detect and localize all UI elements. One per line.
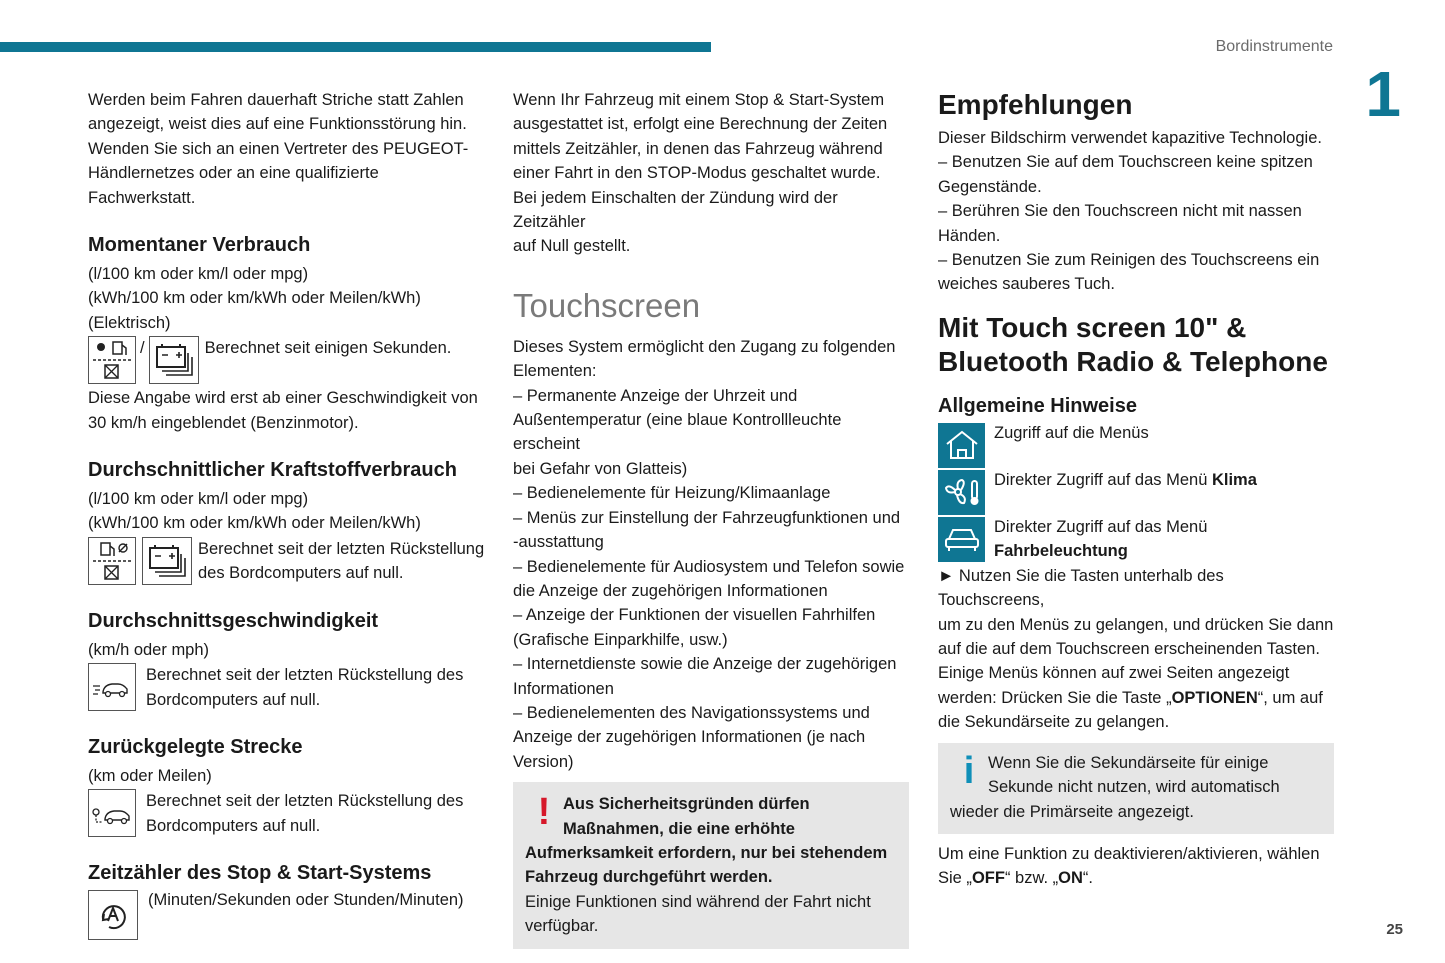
menu-row-fahrbeleuchtung: Direkter Zugriff auf das Menü Fahrbeleuchtung: [938, 517, 1334, 564]
heading-zeitzaehler: Zeitzähler des Stop & Start-Systems: [88, 862, 432, 885]
chapter-number: 1: [1365, 58, 1401, 130]
units-durchschnitt: (l/100 km oder km/l oder mpg) (kWh/100 km oder km/kWh oder Meilen/kWh): [88, 490, 421, 533]
battery-consumption-icon: [149, 336, 199, 384]
info-box: i Wenn Sie die Sekundärseite für einige Sekunde nicht nutzen, wird automatisch wieder die Primärseite angezeigt.: [938, 743, 1334, 834]
icon-row-momentan: / Berechnet seit einigen Sekunden.: [88, 336, 488, 384]
heading-zurueckgelegte-strecke: Zurückgelegte Strecke: [88, 735, 303, 758]
distance-travelled-icon: [88, 789, 136, 837]
stop-start-timer-icon: [88, 890, 138, 940]
note-momentan: Diese Angabe wird erst ab einer Geschwindigkeit von 30 km/h eingeblendet (Benzinmotor).: [88, 389, 478, 432]
section-title: Bordinstrumente: [1215, 38, 1333, 55]
icon-row-geschw: Berechnet seit der letzten Rückstellung des Bordcomputers auf null.: [88, 663, 488, 712]
climate-fan-icon: [938, 470, 985, 517]
column-left: [88, 88, 488, 940]
safety-warning-box: ! Aus Sicherheitsgründen dürfen Maßnahmen, die eine erhöhte Aufmerksamkeit erfordern, nur bei stehendem Fahrzeug durchgeführt werden. Einige Funktionen sind während der Fahrt nicht verfügbar.: [513, 782, 909, 948]
final-paragraph: Um eine Funktion zu deaktivieren/aktivieren, wählen Sie „OFF“ bzw. „ON“.: [938, 844, 1320, 888]
touchscreen-list: Dieses System ermöglicht den Zugang zu folgenden Elementen: – Permanente Anzeige der Uhrzeit und Außentemperatur (eine blaue Kontrollleuchte erscheint bei Gefahr von Glatteis) – Bedienelemente für Heizung/Klimaanlage – Menüs zur Einstellung der Fahrzeugfunktionen und -ausstattung – Bedienelemente für Audiosystem und Telefon sowie die Anzeige der zugehörigen Informationen – Anzeige der Funktionen der visuellen Fahrhilfen (Grafische Einparkhilfe, usw.) – Internetdienste sowie die Anzeige der zugehörigen Informationen – Bedienelementen des Navigationssystems und Anzeige der zugehörigen Informationen (je nach Version): [513, 337, 905, 771]
empfehlungen-list: Dieser Bildschirm verwendet kapazitive Technologie. – Benutzen Sie auf dem Touchscreen keine spitzen Gegenstände. – Berühren Sie den Touchscreen nicht mit nassen Händen. – Benutzen Sie zum Reinigen des Touchscreens ein weiches sauberes Tuch.: [938, 129, 1322, 294]
column-right: [938, 88, 1334, 891]
average-battery-icon: [142, 537, 192, 585]
icon-row-durchschnitt: Berechnet seit der letzten Rückstellung des Bordcomputers auf null.: [88, 537, 488, 586]
icon-row-zeitzaehler: (Minuten/Sekunden oder Stunden/Minuten): [88, 890, 488, 940]
average-speed-icon: [88, 663, 136, 711]
stop-start-paragraph: Wenn Ihr Fahrzeug mit einem Stop & Start-System ausgestattet ist, erfolgt eine Berechnung der Zeiten mittels Zeitzähler, in denen das Fahrzeug während einer Fahrt in den STOP-Modus geschaltet wurde. Bei jedem Einschalten der Zündung wird der Zeitzähler auf Null gestellt.: [513, 91, 888, 256]
heading-momentaner-verbrauch: Momentaner Verbrauch: [88, 234, 311, 257]
heading-durchschnittlicher-verbrauch: Durchschnittlicher Kraftstoffverbrauch: [88, 459, 457, 482]
header-accent-bar: [0, 42, 711, 52]
warning-exclamation-icon: !: [537, 791, 551, 834]
heading-durchschnittsgeschwindigkeit: Durchschnittsgeschwindigkeit: [88, 609, 379, 632]
units-momentan: (l/100 km oder km/l oder mpg) (kWh/100 km oder km/kWh oder Meilen/kWh) (Elektrisch): [88, 265, 421, 332]
heading-empfehlungen: Empfehlungen: [938, 89, 1133, 120]
heading-touchscreen-10: Mit Touch screen 10" & Bluetooth Radio & Telephone: [938, 311, 1328, 377]
units-geschw: (km/h oder mph): [88, 640, 210, 659]
menu-row-home: Zugriff auf die Menüs: [938, 423, 1334, 470]
intro-paragraph: Werden beim Fahren dauerhaft Striche statt Zahlen angezeigt, weist dies auf eine Funktionsstörung hin. Wenden Sie sich an einen Vertreter des PEUGEOT- Händlernetzes oder an eine qualifizierte Fachwerkstatt.: [88, 91, 469, 207]
page-number: 25: [1386, 921, 1403, 938]
column-middle: [513, 88, 909, 949]
heading-allgemeine-hinweise: Allgemeine Hinweise: [938, 394, 1137, 417]
info-icon: i: [963, 749, 975, 792]
heading-touchscreen: Touchscreen: [513, 286, 701, 324]
icon-row-strecke: Berechnet seit der letzten Rückstellung des Bordcomputers auf null.: [88, 789, 488, 838]
average-fuel-icon: [88, 537, 136, 585]
instruction-paragraph: ► Nutzen Sie die Tasten unterhalb des Touchscreens, um zu den Menüs zu gelangen, und drücken Sie dann auf die auf dem Touchscreen erscheinenden Tasten. Einige Menüs können auf zwei Seiten angezeigt werden: Drücken Sie die Taste „OPTIONEN“, um auf die Sekundärseite zu gelangen.: [938, 566, 1334, 732]
fuel-consumption-icon: [88, 336, 136, 384]
car-lights-icon: [938, 517, 985, 564]
menu-row-klima: Direkter Zugriff auf das Menü Klima: [938, 470, 1334, 517]
home-icon: [938, 423, 985, 470]
units-strecke: (km oder Meilen): [88, 766, 212, 785]
